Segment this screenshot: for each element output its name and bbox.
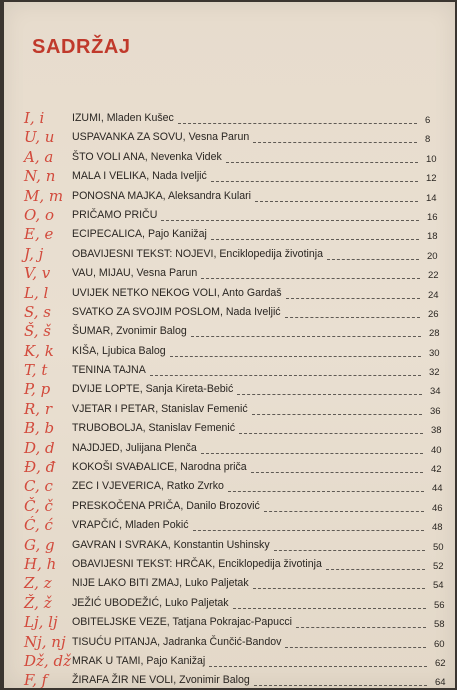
toc-entry (4, 516, 455, 535)
toc-leader (254, 685, 427, 686)
toc-leader (253, 588, 425, 589)
toc-letter: I, i (24, 109, 45, 127)
toc-letter: S, s (24, 302, 51, 321)
toc-page-number: 34 (430, 386, 441, 398)
toc-leader (253, 142, 417, 143)
toc-page-number: 36 (430, 405, 441, 417)
toc-leader (226, 162, 418, 163)
toc-page-number: 40 (431, 444, 442, 456)
toc-page-number: 50 (433, 541, 444, 553)
toc-letter: L, l (24, 283, 49, 302)
toc-letter: Z, z (24, 574, 52, 593)
toc-letter: O, o (24, 205, 54, 224)
toc-page-number: 22 (428, 270, 439, 282)
toc-title: ŠUMAR, Zvonimir Balog (72, 325, 187, 338)
toc-entry (4, 458, 455, 477)
toc-entry (4, 303, 455, 322)
toc-leader (211, 239, 419, 240)
toc-page-number: 64 (435, 677, 446, 688)
toc-page-number: 26 (428, 308, 439, 320)
toc-title: TISUĆU PITANJA, Jadranka Čunčić-Bandov (72, 635, 282, 648)
toc-leader (161, 220, 419, 221)
toc-leader (170, 356, 421, 357)
toc-page-number: 32 (429, 367, 440, 379)
toc-entry (4, 342, 455, 361)
toc-letter: N, n (24, 167, 56, 186)
toc-entry (4, 497, 455, 516)
toc-page-number: 8 (425, 134, 431, 146)
toc-leader (233, 608, 426, 609)
toc-title: VJETAR I PETAR, Stanislav Femenić (72, 402, 248, 415)
toc-page-number: 20 (427, 250, 438, 262)
toc-page-number: 52 (433, 560, 444, 572)
toc-page-number: 60 (434, 638, 445, 650)
toc-leader (150, 375, 421, 376)
toc-leader (285, 647, 426, 648)
toc-leader (239, 433, 423, 434)
toc-title: OBAVIJESNI TEKST: NOJEVI, Enciklopedija životinja (72, 247, 324, 260)
toc-entry (4, 206, 455, 225)
toc-letter: F, f (24, 671, 48, 688)
toc-leader (286, 298, 420, 299)
toc-entry (4, 284, 455, 303)
toc-letter: P, p (24, 380, 51, 399)
toc-entry (4, 633, 455, 652)
toc-title: GAVRAN I SVRAKA, Konstantin Ushinsky (72, 538, 270, 551)
toc-page-number: 38 (431, 425, 442, 437)
toc-entry (4, 419, 455, 438)
toc-leader (211, 181, 418, 182)
toc-entry (4, 574, 455, 593)
toc-letter: R, r (24, 399, 53, 418)
toc-page-number: 42 (431, 464, 442, 476)
toc-page-number: 54 (433, 580, 444, 592)
toc-leader (237, 394, 422, 395)
toc-entry (4, 361, 455, 380)
toc-entry (4, 652, 455, 671)
toc-page-number: 14 (426, 192, 437, 204)
toc-page-number: 12 (426, 173, 437, 185)
toc-leader (201, 453, 423, 454)
toc-letter: K, k (24, 341, 54, 360)
toc-page-number: 6 (425, 115, 431, 126)
toc-leader (264, 511, 424, 512)
toc-title: KIŠA, Ljubica Balog (72, 344, 166, 357)
toc-entry (4, 400, 455, 419)
toc-page-number: 16 (427, 211, 438, 223)
toc-page-number: 30 (429, 347, 440, 359)
toc-entry (4, 536, 455, 555)
toc-title: ECIPECALICA, Pajo Kanižaj (72, 228, 207, 241)
toc-title: SVATKO ZA SVOJIM POSLOM, Nada Iveljić (72, 305, 281, 318)
toc-entry (4, 109, 455, 128)
toc-page-number: 48 (432, 522, 443, 534)
book-page (4, 2, 455, 688)
toc-title: PRESKOČENA PRIČA, Danilo Brozović (72, 499, 260, 512)
toc-page-number: 28 (429, 328, 440, 340)
toc-entry (4, 167, 455, 186)
toc-letter: G, g (24, 535, 55, 554)
toc-leader (193, 530, 424, 531)
toc-entry (4, 322, 455, 341)
toc-title: NAJDJED, Julijana Plenča (72, 441, 197, 454)
toc-entry (4, 613, 455, 632)
toc-title: ŽIRAFA ŽIR NE VOLI, Zvonimir Balog (72, 674, 250, 687)
toc-letter: A, a (24, 147, 54, 166)
toc-title: ŠTO VOLI ANA, Nevenka Videk (72, 150, 222, 163)
toc-leader (296, 627, 426, 628)
toc-page-number: 56 (434, 599, 445, 611)
toc-letter: D, d (24, 438, 55, 457)
toc-letter: Ž, ž (24, 593, 52, 612)
toc-entry (4, 187, 455, 206)
toc-title: DVIJE LOPTE, Sanja Kireta-Bebić (72, 383, 234, 396)
toc-letter: Š, š (24, 322, 51, 341)
toc-letter: B, b (24, 419, 55, 438)
toc-title: VAU, MIJAU, Vesna Parun (72, 267, 198, 280)
toc-page-number: 44 (432, 483, 443, 495)
table-of-contents (4, 109, 455, 688)
toc-title: MALA I VELIKA, Nada Iveljić (72, 170, 207, 183)
toc-letter: E, e (24, 225, 54, 244)
toc-letter: C, c (24, 477, 53, 496)
toc-entry (4, 148, 455, 167)
toc-entry (4, 128, 455, 147)
toc-title: PRIČAMO PRIČU (72, 208, 158, 221)
toc-page-number: 46 (432, 502, 443, 514)
toc-title: TENINA TAJNA (72, 364, 146, 377)
toc-letter: T, t (24, 361, 48, 380)
toc-entry (4, 380, 455, 399)
page-title: SADRŽAJ (32, 36, 131, 58)
toc-title: NIJE LAKO BITI ZMAJ, Luko Paljetak (72, 577, 249, 590)
toc-entry (4, 555, 455, 574)
toc-title: ZEC I VJEVERICA, Ratko Zvrko (72, 480, 224, 493)
toc-page-number: 62 (435, 657, 446, 669)
toc-letter: Ć, ć (24, 516, 53, 535)
toc-title: MRAK U TAMI, Pajo Kanižaj (72, 654, 206, 667)
toc-leader (228, 491, 424, 492)
toc-page-number: 24 (428, 289, 439, 301)
toc-letter: J, j (24, 244, 44, 263)
toc-leader (178, 123, 417, 124)
toc-letter: M, m (24, 186, 64, 205)
toc-title: KOKOŠI SVAĐALICE, Narodna priča (72, 461, 247, 474)
toc-leader (191, 336, 421, 337)
toc-entry (4, 245, 455, 264)
toc-entry (4, 225, 455, 244)
toc-leader (326, 569, 425, 570)
toc-page-number: 58 (434, 619, 445, 631)
toc-leader (255, 201, 418, 202)
toc-title: JEŽIĆ UBODEŽIĆ, Luko Paljetak (72, 596, 229, 609)
toc-leader (285, 317, 420, 318)
toc-letter: Đ, đ (24, 458, 56, 477)
toc-title: OBITELJSKE VEZE, Tatjana Pokrajac-Papucci (72, 616, 293, 629)
toc-page-number: 10 (426, 153, 437, 165)
toc-letter: Č, č (24, 496, 53, 515)
toc-page-number: 18 (427, 231, 438, 243)
toc-title: UVIJEK NETKO NEKOG VOLI, Anto Gardaš (72, 286, 282, 299)
toc-title: USPAVANKA ZA SOVU, Vesna Parun (72, 131, 250, 144)
toc-leader (252, 414, 422, 415)
toc-entry (4, 594, 455, 613)
toc-leader (327, 259, 419, 260)
toc-leader (251, 472, 423, 473)
toc-leader (274, 550, 425, 551)
toc-entry (4, 264, 455, 283)
toc-entry (4, 671, 455, 688)
toc-letter: Nj, nj (24, 632, 66, 651)
toc-entry (4, 477, 455, 496)
toc-title: PONOSNA MAJKA, Aleksandra Kulari (72, 189, 251, 202)
toc-title: VRAPČIĆ, Mladen Pokić (72, 519, 189, 532)
toc-letter: Lj, lj (24, 613, 58, 632)
toc-letter: H, h (24, 554, 57, 573)
toc-letter: Dž, dž (24, 651, 71, 670)
toc-leader (201, 278, 420, 279)
toc-entry (4, 439, 455, 458)
toc-letter: U, u (24, 128, 55, 147)
toc-title: IZUMI, Mladen Kušec (72, 112, 174, 124)
toc-title: TRUBOBOLJA, Stanislav Femenić (72, 422, 236, 435)
toc-title: OBAVIJESNI TEKST: HRČAK, Enciklopedija životinja (72, 557, 322, 570)
toc-letter: V, v (24, 264, 51, 283)
toc-leader (209, 666, 427, 667)
